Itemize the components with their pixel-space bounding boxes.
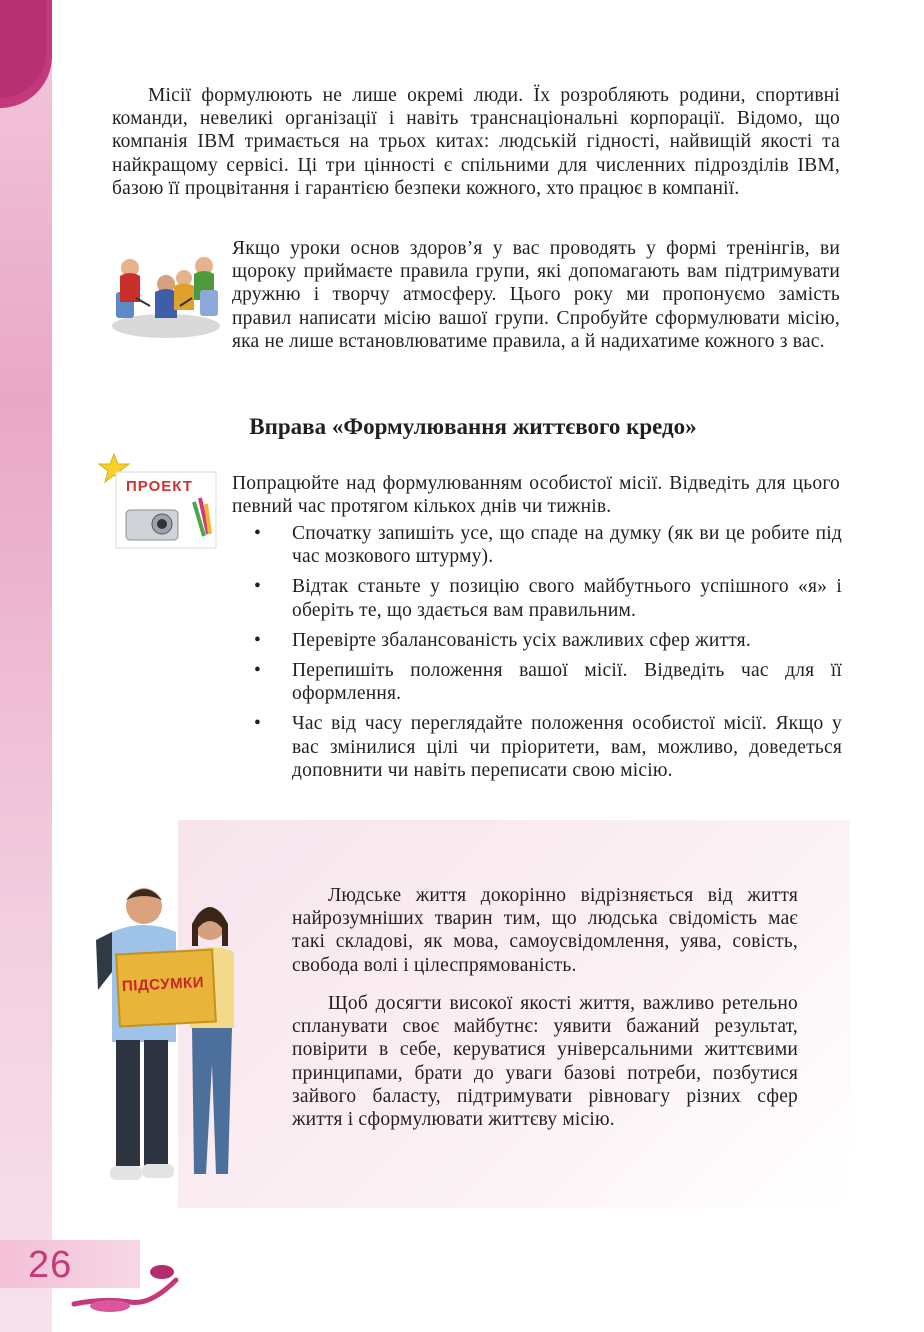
bullet-icon: • (254, 713, 262, 735)
summary-paragraph-1: Людське життя докорінно відрізняється від життя найрозумніших тварин тим, що людська свідомість має такі складові, як мова, самоусвідомлення, уява, совість, свобода волі і цілеспрямованість. (292, 885, 798, 976)
step-text: Перевірте збалансованість усіх важливих сфер життя. (292, 629, 751, 651)
list-item (254, 522, 842, 568)
step-text: Відтак станьте у позицію свого майбутнього успішного «я» і оберіть те, що здається вам правильним. (292, 576, 842, 621)
list-item (254, 659, 842, 705)
exercise-steps-list (254, 522, 842, 789)
page-number: 26 (28, 1244, 73, 1286)
list-item (254, 629, 842, 652)
training-note-paragraph: Якщо уроки основ здоров’я у вас проводять у формі тренінгів, ви щороку приймаєте правила групи, які допомагають вам підтримувати дружню і творчу атмосферу. Цього року ми пропонуємо замість правил написати місію вашої групи. Спробуйте сформулювати місію, яка не лише встановлюватиме правила, а й надихатиме кожного з вас. (232, 238, 840, 352)
star-camera-icon (96, 452, 224, 552)
bullet-icon: • (254, 576, 262, 598)
bullet-icon: • (254, 660, 262, 682)
list-item (254, 575, 842, 621)
exercise-intro: Попрацюйте над формулюванням особистої місії. Відведіть для цього певний час протягом кількох днів чи тижнів. (232, 473, 840, 518)
bullet-icon: • (254, 629, 262, 651)
list-item (254, 712, 842, 782)
bullet-icon: • (254, 523, 262, 544)
students-illustration (86, 880, 262, 1196)
group-meeting-illustration (108, 248, 224, 340)
intro-paragraph: Місії формулюють не лише окремі люди. Їх розробляють родини, спортивні команди, невеликі організації і навіть транснаціональні корпорації. Відомо, що компанія IBM тримається на трьох китах: людській гідності, найвищій якості та найкращому сервісі. Ці три цінності є спільними для численних підрозділів IBM, базою її процвітання і гарантією безпеки кожного, хто працює в компанії. (112, 85, 840, 199)
swirl-ornament-icon (70, 1258, 190, 1318)
left-decorative-strip (0, 0, 52, 1332)
project-badge (96, 452, 224, 552)
step-text: Час від часу переглядайте положення особистої місії. Якщо у вас змінилися цілі чи пріоритети, вам, можливо, доведеться доповнити чи навіть переписати свою місію. (292, 713, 842, 781)
project-label: ПРОЕКТ (126, 478, 193, 495)
summary-sign-label: ПІДСУМКИ (121, 973, 205, 996)
summary-paragraph-2: Щоб досягти високої якості життя, важливо ретельно спланувати своє майбутнє: уявити бажаний результат, повірити в себе, керуватися універсальними життєвими принципами, брати до уваги базові потреби, позбутися зайвого баласту, підтримувати рівновагу різних сфер життя і сформулювати життєву місію. (292, 993, 798, 1131)
exercise-heading: Вправа «Формулювання життєвого кредо» (249, 414, 697, 439)
step-text: Спочатку запишіть усе, що спаде на думку (як ви це робите під час мозкового штурму). (292, 523, 842, 568)
step-text: Перепишіть положення вашої місії. Відведіть час для її оформлення. (292, 660, 842, 705)
